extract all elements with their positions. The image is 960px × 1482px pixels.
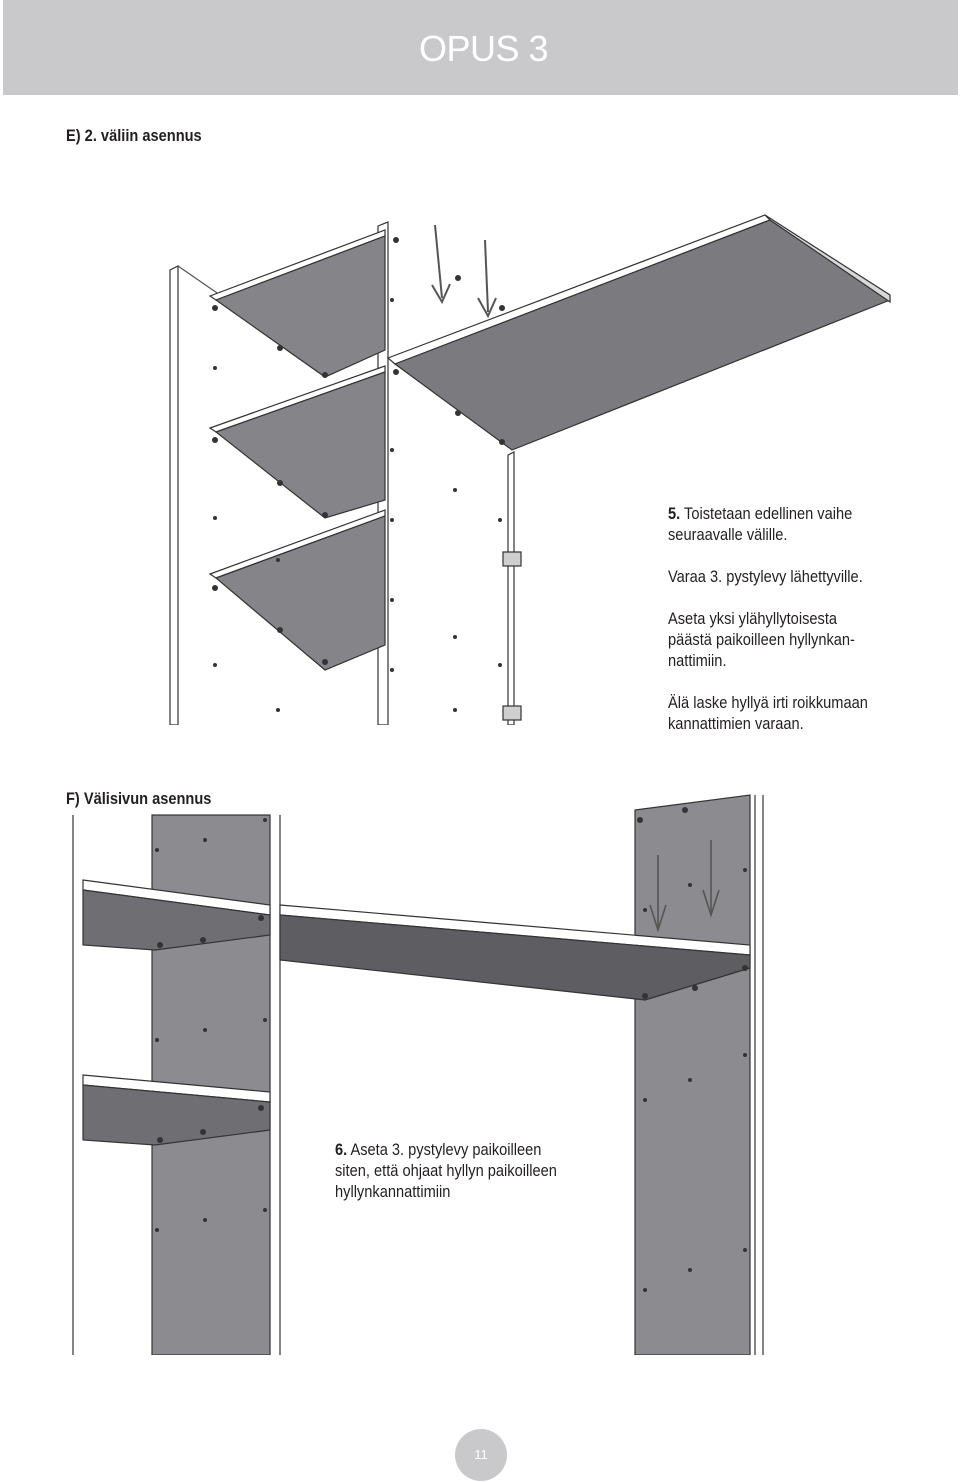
step-6-line: Aseta 3. pystylevy paikoilleen — [350, 1140, 542, 1159]
assembly-illustration-f — [65, 790, 775, 1355]
section-e-heading: E) 2. väliin asennus — [66, 126, 202, 145]
step-5-line: seuraavalle välille. — [668, 525, 788, 544]
step-5-line: kannattimien varaan. — [668, 714, 804, 733]
step-5-line: Varaa 3. pystylevy lähettyville. — [668, 567, 863, 586]
section-f-heading: F) Välisivun asennus — [66, 789, 212, 808]
page-number: 11 — [455, 1429, 507, 1481]
step-5-line: päästä paikoilleen hyllynkan- — [668, 630, 855, 649]
step-5-number: 5. — [668, 504, 681, 523]
step-5-line: Älä laske hyllyä irti roikkumaan — [668, 693, 868, 712]
step-6-number: 6. — [335, 1140, 348, 1159]
brand-title: OPUS 3 — [418, 28, 548, 69]
step-6-line: hyllynkannattimiin — [335, 1182, 451, 1201]
step-5-line: Toistetaan edellinen vaihe — [684, 504, 853, 523]
step-6-line: siten, että ohjaat hyllyn paikoilleen — [335, 1161, 557, 1180]
step-5-line: Aseta yksi ylähyllytoisesta — [668, 609, 838, 628]
step-6-instructions — [335, 1139, 557, 1202]
step-5-instructions — [668, 503, 868, 734]
step-5-line: nattimiin. — [668, 651, 727, 670]
page-header — [3, 0, 958, 95]
